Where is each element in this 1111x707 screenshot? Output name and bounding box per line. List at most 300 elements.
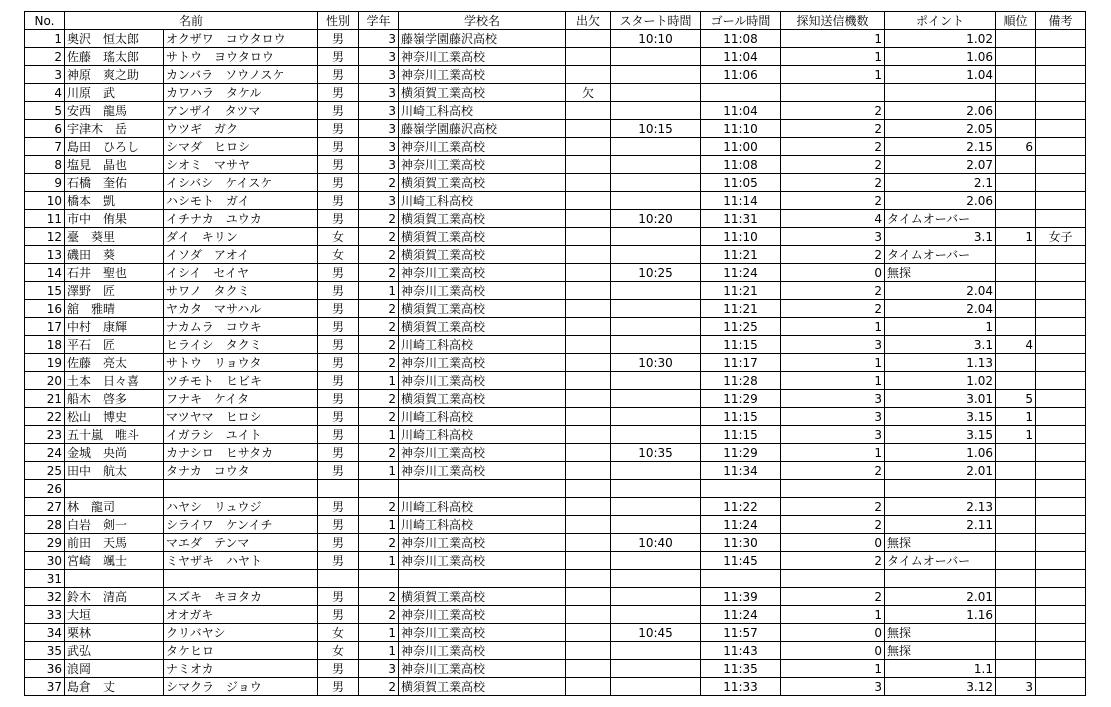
- table-row: [25, 498, 1086, 516]
- cell-points: 2.11: [885, 516, 996, 534]
- cell-kana: ハシモト ガイ: [164, 192, 318, 210]
- cell-note: [1036, 480, 1086, 498]
- cell-attendance: [566, 156, 611, 174]
- cell-rank: [996, 354, 1036, 372]
- cell-start-time: [611, 462, 701, 480]
- cell-rank: 1: [996, 408, 1036, 426]
- cell-grade: 3: [359, 102, 399, 120]
- cell-rank: [996, 480, 1036, 498]
- cell-note: [1036, 336, 1086, 354]
- cell-name: 土本 日々喜: [65, 372, 164, 390]
- header-attendance: 出欠: [566, 12, 611, 30]
- cell-note: [1036, 606, 1086, 624]
- cell-attendance: [566, 210, 611, 228]
- cell-name: 川原 武: [65, 84, 164, 102]
- cell-points: 無探: [885, 642, 996, 660]
- cell-rank: 5: [996, 390, 1036, 408]
- cell-sex: 男: [318, 660, 359, 678]
- cell-grade: 2: [359, 354, 399, 372]
- cell-note: [1036, 30, 1086, 48]
- cell-attendance: [566, 30, 611, 48]
- cell-attendance: [566, 282, 611, 300]
- cell-attendance: [566, 480, 611, 498]
- cell-note: [1036, 534, 1086, 552]
- cell-name: 武弘: [65, 642, 164, 660]
- cell-rank: [996, 516, 1036, 534]
- cell-school: 川崎工科高校: [399, 408, 566, 426]
- cell-points: 3.01: [885, 390, 996, 408]
- cell-points: 無探: [885, 624, 996, 642]
- cell-sex: 男: [318, 66, 359, 84]
- cell-points: 3.15: [885, 408, 996, 426]
- cell-note: [1036, 516, 1086, 534]
- cell-grade: 3: [359, 138, 399, 156]
- table-row: [25, 246, 1086, 264]
- header-note: 備考: [1036, 12, 1086, 30]
- table-row: [25, 336, 1086, 354]
- cell-start-time: [611, 660, 701, 678]
- cell-kana: カワハラ タケル: [164, 84, 318, 102]
- cell-note: [1036, 588, 1086, 606]
- cell-sex: 男: [318, 210, 359, 228]
- cell-goal-time: 11:43: [701, 642, 781, 660]
- cell-rank: [996, 66, 1036, 84]
- cell-no: 27: [25, 498, 65, 516]
- table-row: [25, 48, 1086, 66]
- cell-kana: イシイ セイヤ: [164, 264, 318, 282]
- table-row: [25, 318, 1086, 336]
- table-row: [25, 660, 1086, 678]
- results-sheet: [24, 11, 1086, 696]
- cell-grade: 2: [359, 174, 399, 192]
- cell-attendance: [566, 138, 611, 156]
- cell-kana: サトウ リョウタ: [164, 354, 318, 372]
- table-row: [25, 354, 1086, 372]
- cell-no: 28: [25, 516, 65, 534]
- cell-no: 4: [25, 84, 65, 102]
- cell-rank: 3: [996, 678, 1036, 696]
- cell-kana: ナミオカ: [164, 660, 318, 678]
- cell-points: 2.04: [885, 282, 996, 300]
- cell-note: [1036, 264, 1086, 282]
- table-row: [25, 228, 1086, 246]
- cell-start-time: [611, 390, 701, 408]
- cell-transmitter-count: 1: [781, 660, 885, 678]
- cell-points: 2.15: [885, 138, 996, 156]
- cell-grade: 1: [359, 372, 399, 390]
- cell-rank: [996, 174, 1036, 192]
- cell-start-time: [611, 156, 701, 174]
- table-row: [25, 642, 1086, 660]
- cell-transmitter-count: 2: [781, 300, 885, 318]
- cell-sex: 男: [318, 408, 359, 426]
- cell-school: 神奈川工業高校: [399, 462, 566, 480]
- cell-rank: [996, 462, 1036, 480]
- cell-name: 田中 航太: [65, 462, 164, 480]
- cell-points: 3.1: [885, 228, 996, 246]
- cell-start-time: [611, 246, 701, 264]
- cell-points: 1.1: [885, 660, 996, 678]
- cell-attendance: [566, 174, 611, 192]
- cell-grade: 3: [359, 84, 399, 102]
- cell-note: [1036, 282, 1086, 300]
- table-row: [25, 102, 1086, 120]
- cell-sex: [318, 480, 359, 498]
- cell-school: 神奈川工業高校: [399, 372, 566, 390]
- cell-points: 3.1: [885, 336, 996, 354]
- cell-attendance: [566, 120, 611, 138]
- cell-goal-time: 11:24: [701, 516, 781, 534]
- cell-start-time: [611, 138, 701, 156]
- cell-sex: 男: [318, 30, 359, 48]
- cell-no: 21: [25, 390, 65, 408]
- cell-points: 2.06: [885, 102, 996, 120]
- cell-points: タイムオーバー: [885, 552, 996, 570]
- cell-name: 白岩 剣一: [65, 516, 164, 534]
- table-row: [25, 624, 1086, 642]
- cell-attendance: [566, 390, 611, 408]
- cell-goal-time: [701, 570, 781, 588]
- cell-name: 鈴木 清高: [65, 588, 164, 606]
- cell-attendance: [566, 192, 611, 210]
- cell-kana: タナカ コウタ: [164, 462, 318, 480]
- header-school: 学校名: [399, 12, 566, 30]
- cell-transmitter-count: 0: [781, 534, 885, 552]
- cell-kana: マエダ テンマ: [164, 534, 318, 552]
- cell-start-time: [611, 552, 701, 570]
- cell-start-time: [611, 300, 701, 318]
- cell-goal-time: 11:17: [701, 354, 781, 372]
- cell-rank: [996, 624, 1036, 642]
- cell-grade: 1: [359, 516, 399, 534]
- cell-sex: 男: [318, 498, 359, 516]
- cell-goal-time: 11:29: [701, 390, 781, 408]
- cell-attendance: [566, 552, 611, 570]
- cell-school: [399, 570, 566, 588]
- header-points: ポイント: [885, 12, 996, 30]
- cell-name: 前田 天馬: [65, 534, 164, 552]
- cell-rank: [996, 30, 1036, 48]
- cell-start-time: [611, 588, 701, 606]
- cell-transmitter-count: 1: [781, 354, 885, 372]
- cell-points: 1.04: [885, 66, 996, 84]
- cell-grade: [359, 570, 399, 588]
- cell-rank: [996, 318, 1036, 336]
- cell-no: 24: [25, 444, 65, 462]
- cell-no: 25: [25, 462, 65, 480]
- cell-rank: [996, 300, 1036, 318]
- cell-attendance: [566, 642, 611, 660]
- cell-kana: カナシロ ヒサタカ: [164, 444, 318, 462]
- cell-transmitter-count: [781, 480, 885, 498]
- cell-sex: 男: [318, 192, 359, 210]
- cell-note: [1036, 552, 1086, 570]
- cell-no: 35: [25, 642, 65, 660]
- cell-name: 宮崎 颯士: [65, 552, 164, 570]
- cell-no: 22: [25, 408, 65, 426]
- cell-name: 金城 央尚: [65, 444, 164, 462]
- cell-transmitter-count: 0: [781, 642, 885, 660]
- cell-sex: 男: [318, 444, 359, 462]
- header-start-time: スタート時間: [611, 12, 701, 30]
- table-row: [25, 462, 1086, 480]
- cell-transmitter-count: [781, 570, 885, 588]
- table-row: [25, 30, 1086, 48]
- cell-grade: 2: [359, 228, 399, 246]
- cell-sex: 男: [318, 336, 359, 354]
- cell-sex: 男: [318, 174, 359, 192]
- cell-school: 神奈川工業高校: [399, 624, 566, 642]
- cell-grade: 2: [359, 588, 399, 606]
- cell-kana: シオミ マサヤ: [164, 156, 318, 174]
- cell-no: 16: [25, 300, 65, 318]
- cell-transmitter-count: 2: [781, 498, 885, 516]
- cell-transmitter-count: 2: [781, 120, 885, 138]
- header-grade: 学年: [359, 12, 399, 30]
- cell-name: 澤野 匠: [65, 282, 164, 300]
- cell-note: [1036, 174, 1086, 192]
- cell-name: 市中 侑果: [65, 210, 164, 228]
- cell-kana: サトウ ヨウタロウ: [164, 48, 318, 66]
- cell-grade: 2: [359, 210, 399, 228]
- cell-attendance: [566, 372, 611, 390]
- cell-school: 横須賀工業高校: [399, 588, 566, 606]
- table-row: [25, 570, 1086, 588]
- header-transmitter-count: 探知送信機数: [781, 12, 885, 30]
- cell-start-time: 10:40: [611, 534, 701, 552]
- cell-sex: 男: [318, 156, 359, 174]
- cell-no: 3: [25, 66, 65, 84]
- cell-note: [1036, 642, 1086, 660]
- cell-transmitter-count: 2: [781, 156, 885, 174]
- results-table: [24, 11, 1086, 696]
- table-row: [25, 678, 1086, 696]
- cell-note: [1036, 192, 1086, 210]
- cell-school: 神奈川工業高校: [399, 660, 566, 678]
- table-row: [25, 210, 1086, 228]
- cell-attendance: [566, 570, 611, 588]
- cell-goal-time: 11:14: [701, 192, 781, 210]
- cell-school: 横須賀工業高校: [399, 318, 566, 336]
- cell-note: [1036, 318, 1086, 336]
- cell-no: 19: [25, 354, 65, 372]
- cell-goal-time: 11:15: [701, 408, 781, 426]
- cell-note: [1036, 408, 1086, 426]
- cell-points: 2.01: [885, 588, 996, 606]
- cell-attendance: [566, 102, 611, 120]
- cell-goal-time: 11:34: [701, 462, 781, 480]
- cell-school: 神奈川工業高校: [399, 534, 566, 552]
- table-row: [25, 120, 1086, 138]
- cell-kana: オクザワ コウタロウ: [164, 30, 318, 48]
- cell-grade: 2: [359, 606, 399, 624]
- cell-start-time: [611, 336, 701, 354]
- cell-no: 26: [25, 480, 65, 498]
- cell-name: 橋本 凱: [65, 192, 164, 210]
- cell-no: 30: [25, 552, 65, 570]
- cell-rank: [996, 660, 1036, 678]
- cell-points: 2.06: [885, 192, 996, 210]
- cell-name: 塩見 晶也: [65, 156, 164, 174]
- cell-note: [1036, 390, 1086, 408]
- cell-kana: ハヤシ リュウジ: [164, 498, 318, 516]
- cell-sex: 男: [318, 282, 359, 300]
- cell-transmitter-count: 2: [781, 102, 885, 120]
- cell-start-time: 10:30: [611, 354, 701, 372]
- cell-name: 林 龍司: [65, 498, 164, 516]
- cell-sex: 男: [318, 606, 359, 624]
- cell-name: 石井 聖也: [65, 264, 164, 282]
- cell-transmitter-count: 3: [781, 408, 885, 426]
- table-row: [25, 372, 1086, 390]
- cell-no: 23: [25, 426, 65, 444]
- cell-transmitter-count: 3: [781, 426, 885, 444]
- cell-sex: 男: [318, 426, 359, 444]
- cell-school: 川崎工科高校: [399, 336, 566, 354]
- cell-note: [1036, 210, 1086, 228]
- cell-sex: 男: [318, 300, 359, 318]
- cell-points: 2.04: [885, 300, 996, 318]
- cell-grade: 2: [359, 246, 399, 264]
- cell-start-time: [611, 516, 701, 534]
- cell-points: 1.02: [885, 372, 996, 390]
- cell-name: 栗林: [65, 624, 164, 642]
- cell-transmitter-count: 2: [781, 174, 885, 192]
- cell-rank: 1: [996, 426, 1036, 444]
- cell-kana: ヤカタ マサハル: [164, 300, 318, 318]
- cell-no: 20: [25, 372, 65, 390]
- cell-grade: 1: [359, 426, 399, 444]
- cell-transmitter-count: 2: [781, 516, 885, 534]
- cell-name: 平石 匠: [65, 336, 164, 354]
- cell-note: [1036, 372, 1086, 390]
- cell-attendance: [566, 48, 611, 66]
- cell-sex: 男: [318, 462, 359, 480]
- cell-note: [1036, 444, 1086, 462]
- cell-name: 大垣: [65, 606, 164, 624]
- cell-attendance: [566, 660, 611, 678]
- cell-transmitter-count: 2: [781, 588, 885, 606]
- cell-start-time: [611, 228, 701, 246]
- cell-kana: オオガキ: [164, 606, 318, 624]
- cell-school: 神奈川工業高校: [399, 606, 566, 624]
- cell-sex: 男: [318, 354, 359, 372]
- cell-goal-time: 11:06: [701, 66, 781, 84]
- cell-attendance: [566, 534, 611, 552]
- header-name: 名前: [65, 12, 318, 30]
- cell-grade: 2: [359, 300, 399, 318]
- cell-school: 神奈川工業高校: [399, 138, 566, 156]
- cell-grade: 3: [359, 192, 399, 210]
- cell-goal-time: 11:21: [701, 300, 781, 318]
- cell-kana: クリバヤシ: [164, 624, 318, 642]
- cell-sex: 男: [318, 102, 359, 120]
- cell-no: 7: [25, 138, 65, 156]
- cell-rank: [996, 552, 1036, 570]
- cell-no: 15: [25, 282, 65, 300]
- cell-sex: [318, 570, 359, 588]
- cell-transmitter-count: 3: [781, 336, 885, 354]
- header-no: No.: [25, 12, 65, 30]
- cell-school: 神奈川工業高校: [399, 552, 566, 570]
- cell-goal-time: 11:10: [701, 120, 781, 138]
- cell-no: 8: [25, 156, 65, 174]
- cell-start-time: 10:35: [611, 444, 701, 462]
- cell-start-time: 10:10: [611, 30, 701, 48]
- cell-goal-time: 11:15: [701, 426, 781, 444]
- cell-sex: 男: [318, 318, 359, 336]
- cell-attendance: [566, 318, 611, 336]
- cell-name: 島田 ひろし: [65, 138, 164, 156]
- cell-goal-time: 11:08: [701, 30, 781, 48]
- cell-start-time: [611, 678, 701, 696]
- cell-transmitter-count: 2: [781, 282, 885, 300]
- cell-kana: サワノ タクミ: [164, 282, 318, 300]
- cell-note: [1036, 300, 1086, 318]
- cell-name: 舘 雅晴: [65, 300, 164, 318]
- cell-name: 石橋 奎佑: [65, 174, 164, 192]
- table-row: [25, 480, 1086, 498]
- cell-kana: スズキ キヨタカ: [164, 588, 318, 606]
- cell-start-time: [611, 570, 701, 588]
- table-row: [25, 138, 1086, 156]
- cell-school: 横須賀工業高校: [399, 228, 566, 246]
- cell-kana: ナカムラ コウキ: [164, 318, 318, 336]
- cell-note: [1036, 498, 1086, 516]
- cell-sex: 男: [318, 48, 359, 66]
- cell-note: [1036, 156, 1086, 174]
- cell-points: 無探: [885, 264, 996, 282]
- cell-goal-time: 11:05: [701, 174, 781, 192]
- cell-transmitter-count: 4: [781, 210, 885, 228]
- cell-transmitter-count: 1: [781, 318, 885, 336]
- cell-no: 13: [25, 246, 65, 264]
- cell-school: 神奈川工業高校: [399, 282, 566, 300]
- cell-transmitter-count: 2: [781, 552, 885, 570]
- cell-no: 18: [25, 336, 65, 354]
- cell-no: 33: [25, 606, 65, 624]
- cell-transmitter-count: 3: [781, 228, 885, 246]
- cell-school: 横須賀工業高校: [399, 210, 566, 228]
- cell-name: 船木 啓多: [65, 390, 164, 408]
- cell-attendance: [566, 228, 611, 246]
- cell-no: 1: [25, 30, 65, 48]
- cell-rank: [996, 606, 1036, 624]
- cell-kana: アンザイ タツマ: [164, 102, 318, 120]
- cell-no: 5: [25, 102, 65, 120]
- cell-rank: [996, 48, 1036, 66]
- cell-points: 無探: [885, 534, 996, 552]
- cell-points: 2.1: [885, 174, 996, 192]
- cell-goal-time: 11:57: [701, 624, 781, 642]
- cell-grade: 2: [359, 678, 399, 696]
- cell-school: 川崎工科高校: [399, 498, 566, 516]
- cell-note: [1036, 462, 1086, 480]
- cell-no: 31: [25, 570, 65, 588]
- cell-attendance: [566, 678, 611, 696]
- cell-name: 中村 康輝: [65, 318, 164, 336]
- cell-grade: 2: [359, 264, 399, 282]
- cell-rank: [996, 372, 1036, 390]
- cell-points: [885, 480, 996, 498]
- cell-kana: ウツギ ガク: [164, 120, 318, 138]
- cell-note: [1036, 138, 1086, 156]
- cell-grade: 3: [359, 66, 399, 84]
- cell-transmitter-count: 2: [781, 246, 885, 264]
- cell-school: 横須賀工業高校: [399, 84, 566, 102]
- cell-grade: 3: [359, 660, 399, 678]
- cell-sex: 男: [318, 552, 359, 570]
